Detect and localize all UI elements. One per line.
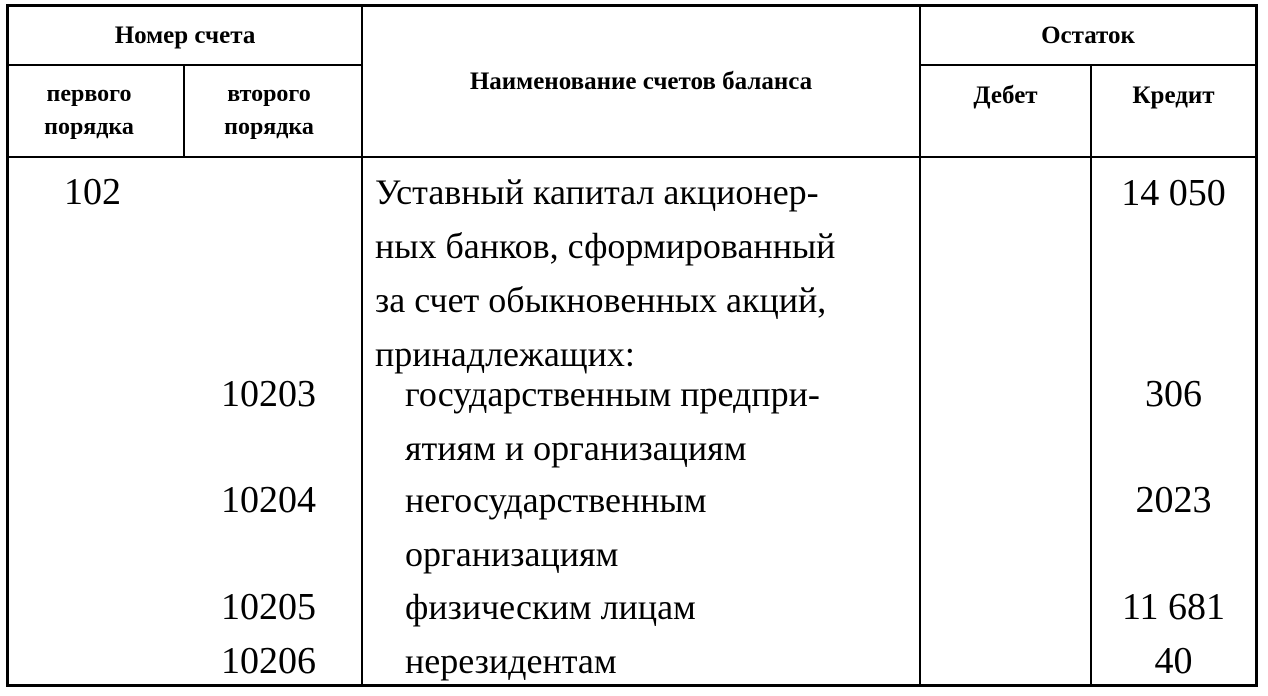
second-order-account: 10203: [221, 373, 316, 415]
credit-value: 14 050: [1121, 172, 1226, 214]
debit-header: Дебет: [973, 82, 1038, 109]
credit-value: 40: [1154, 640, 1193, 682]
account-name-line: организациям: [405, 534, 619, 574]
second-order-account: 10204: [221, 479, 316, 521]
account-name-header: Наименование счетов баланса: [469, 67, 813, 95]
credit-header: Кредит: [1132, 82, 1215, 109]
credit-value: 2023: [1135, 479, 1212, 521]
second-order-header: второго порядка: [224, 81, 314, 140]
account-name-line: Уставный капитал акционер-: [375, 172, 819, 212]
account-name-line: ных банков, сформированный: [375, 226, 836, 266]
balance-accounts-table: [6, 4, 1258, 687]
col-divider-1: [183, 65, 185, 157]
account-name-line: негосударственным: [405, 480, 707, 520]
account-name-line: ятиям и организациям: [405, 428, 747, 468]
header-bottom-rule: [9, 156, 1255, 158]
balance-header: Остаток: [1041, 21, 1135, 49]
credit-value: 306: [1145, 373, 1202, 415]
account-name-line: государственным предпри-: [405, 374, 820, 414]
account-name-line: принадлежащих:: [375, 334, 635, 374]
second-order-account: 10206: [221, 640, 316, 682]
second-order-account: 10205: [221, 586, 316, 628]
first-order-account: 102: [64, 171, 121, 213]
account-name-line: за счет обыкновенных акций,: [375, 280, 827, 320]
credit-value: 11 681: [1121, 586, 1226, 628]
account-number-header: Номер счета: [114, 21, 256, 49]
account-name-line: нерезидентам: [405, 641, 617, 681]
first-order-header: первого порядка: [44, 81, 134, 140]
account-name-line: физическим лицам: [405, 587, 696, 627]
